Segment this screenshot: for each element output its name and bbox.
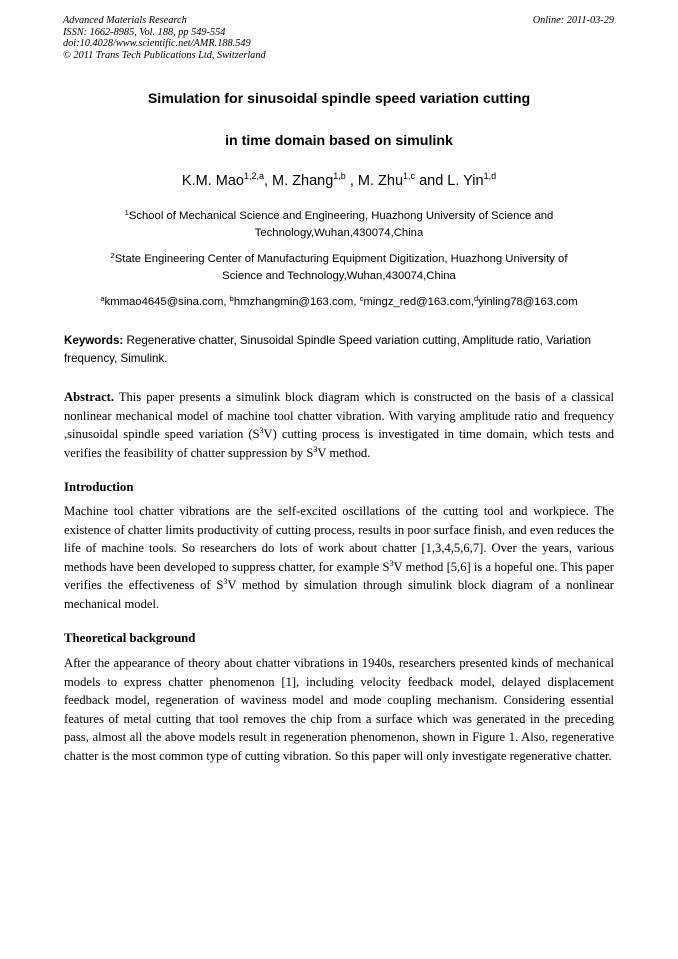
journal-copyright: © 2011 Trans Tech Publications Ltd, Switzerland [63, 49, 266, 61]
author-affiliation-marker: 1,d [483, 171, 497, 181]
author-separator: , [263, 173, 273, 189]
affiliation-marker: 1 [124, 208, 129, 217]
abstract-text: V method. [317, 445, 371, 460]
journal-doi: doi:10.4028/www.scientific.net/AMR.188.549 [63, 38, 251, 50]
affiliation-2 [70, 251, 608, 285]
email-address: yinling78@163.com [478, 296, 578, 308]
author-emails [0, 294, 678, 310]
body-text: Machine tool chatter vibrations are the self-excited oscillations of the cutting tool and workpiece. The existence of chatter limits productivity of cutting process, results in poor surface finish, and even reduces the life of machine tools. So researchers do lots of work about chatter [1,3,4,5,6,7]. Over the years, various methods have been developed to suppress chatter, for example S [64, 504, 614, 574]
journal-header [63, 15, 266, 61]
affiliation-text: State Engineering Center of Manufacturing Equipment Digitization, Huazhong University of [114, 253, 568, 265]
author-affiliation-marker: 1,c [403, 171, 416, 181]
journal-issn: ISSN: 1662-8985, Vol. 188, pp 549-554 [63, 26, 226, 38]
affiliation-marker: 2 [110, 251, 115, 260]
abstract-text: V) cutting process is investigated in time domain, which tests and verifies the feasibility of chatter suppression by S [64, 427, 614, 460]
affiliation-text: Technology,Wuhan,430074,China [254, 227, 424, 239]
email-marker: d [474, 294, 479, 303]
online-date: Online: 2011-03-29 [532, 15, 614, 26]
keywords-section [64, 332, 614, 368]
author-name: M. Zhu [357, 173, 404, 189]
paper-title-line-2: in time domain based on simulink [225, 133, 453, 149]
superscript: 3 [313, 444, 318, 454]
keywords-text: Regenerative chatter, Sinusoidal Spindle Speed variation cutting, Amplitude ratio, Variation frequency, Simulink. [64, 334, 591, 365]
email-separator: , [470, 296, 475, 308]
abstract-label: Abstract. [64, 390, 115, 404]
author-name: M. Zhang [272, 173, 334, 189]
affiliation-text: Science and Technology,Wuhan,430074,China [222, 270, 456, 282]
email-address: kmmao4645@sina.com [104, 296, 224, 308]
keywords-label: Keywords: [64, 334, 124, 347]
body-text: V method by simulation through simulink block diagram of a nonlinear mechanical model. [64, 578, 614, 611]
email-marker: a [100, 294, 105, 303]
author-separator: and [415, 173, 448, 189]
superscript: 3 [259, 426, 264, 436]
email-marker: c [359, 294, 364, 303]
theoretical-background-paragraph: After the appearance of theory about chatter vibrations in 1940s, researchers presented kinds of mechanical models to express chatter phenomenon [1], including velocity feedback model, delayed displacement feedback model, regeneration of waviness model and mode coupling mechanism. Considering essential features of metal cutting that tool removes the chip from a surface which was generated in the preceding pass, almost all the above models result in regeneration phenomenon, shown in Figure 1. Also, regenerative chatter is the most common type of cutting vibration. So this paper will only investigate regenerative chatter. [64, 656, 614, 763]
author-name: L. Yin [447, 173, 484, 189]
author-list [0, 173, 678, 189]
affiliation-text: School of Mechanical Science and Engineering, Huazhong University of Science and [128, 210, 554, 222]
email-address: hmzhangmin@163.com [233, 296, 354, 308]
abstract-paragraph [64, 388, 614, 462]
author-affiliation-marker: 1,b [333, 171, 346, 181]
author-separator: , [345, 173, 358, 189]
affiliation-1 [70, 208, 608, 242]
email-separator: , [223, 296, 230, 308]
email-separator: , [353, 296, 360, 308]
author-affiliation-marker: 1,2,a [243, 171, 264, 181]
email-address: mingz_red@163.com [363, 296, 471, 308]
email-marker: b [229, 294, 234, 303]
superscript: 3 [223, 577, 228, 587]
paper-title-line-1: Simulation for sinusoidal spindle speed variation cutting [147, 91, 531, 107]
introduction-paragraph [64, 502, 614, 614]
section-heading-theoretical-background: Theoretical background [64, 631, 196, 645]
abstract-text: This paper presents a simulink block diagram which is constructed on the basis of a classical nonlinear mechanical model of machine tool chatter vibration. With varying amplitude ratio and frequency ,sinusoidal spindle speed variation (S [64, 390, 614, 442]
section-heading-introduction: Introduction [64, 480, 134, 494]
author-name: K.M. Mao [181, 173, 244, 189]
journal-name: Advanced Materials Research [63, 15, 187, 26]
superscript: 3 [389, 558, 394, 568]
body-text: V method [5,6] is a hopeful one. This paper verifies the effectiveness of S [64, 559, 614, 593]
